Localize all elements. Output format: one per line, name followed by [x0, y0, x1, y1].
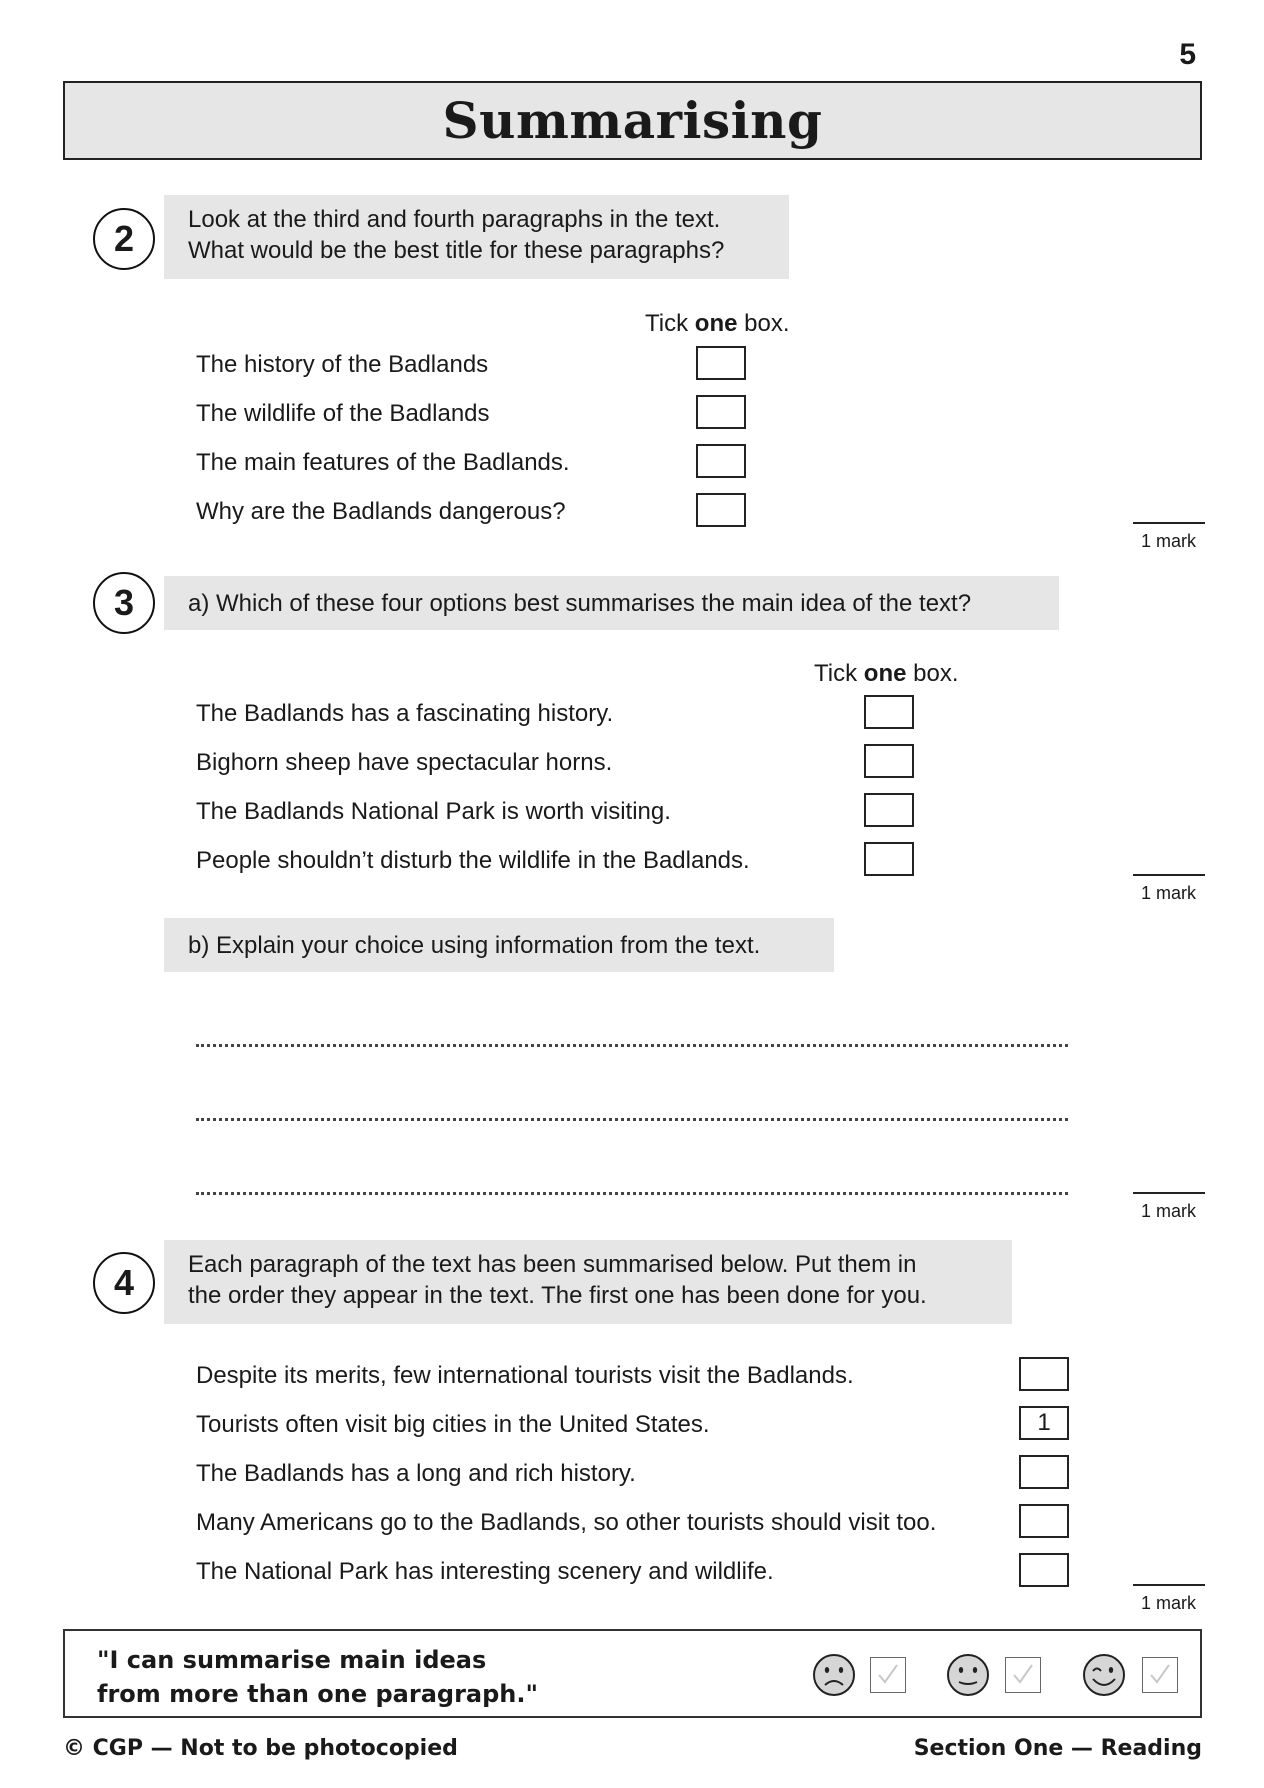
- q3b-mark: 1 mark: [1141, 1201, 1197, 1221]
- q4-item-2-order-box[interactable]: 1: [1019, 1406, 1069, 1440]
- q3a-option-3: The Badlands National Park is worth visiting.: [196, 798, 671, 825]
- question-4-prompt: Each paragraph of the text has been summarised below. Put them in the order they appear in the text. The first one has been done for you.: [164, 1240, 1012, 1324]
- q3a-option-1-checkbox[interactable]: [864, 695, 914, 729]
- q4-mark-line: [1133, 1584, 1205, 1586]
- q2-option-2-checkbox[interactable]: [696, 395, 746, 429]
- q4-item-1-order-box[interactable]: [1019, 1357, 1069, 1391]
- q3a-option-2-checkbox[interactable]: [864, 744, 914, 778]
- answer-line-2[interactable]: [196, 1114, 1068, 1121]
- q3a-option-4: People shouldn’t disturb the wildlife in the Badlands.: [196, 847, 750, 874]
- q2-tick-instruction: Tick one box.: [645, 310, 790, 337]
- faint-check-icon: [1006, 1658, 1039, 1691]
- q2-mark: 1 mark: [1141, 531, 1197, 551]
- q4-item-4-order-box[interactable]: [1019, 1504, 1069, 1538]
- sad-face-icon: [812, 1653, 856, 1697]
- self-assessment-statement: "I can summarise main ideas from more than one paragraph.": [97, 1646, 538, 1708]
- q3a-option-1: The Badlands has a fascinating history.: [196, 700, 614, 727]
- page-title-bar: [63, 81, 1202, 160]
- q2-option-4: Why are the Badlands dangerous?: [196, 498, 566, 525]
- neutral-face-icon: [946, 1653, 990, 1697]
- copyright-notice: © CGP — Not to be photocopied: [63, 1736, 458, 1761]
- sad-face-checkbox[interactable]: [870, 1657, 906, 1693]
- answer-line-1[interactable]: [196, 1040, 1068, 1047]
- q3a-option-3-checkbox[interactable]: [864, 793, 914, 827]
- q3a-mark-line: [1133, 874, 1205, 876]
- question-2-prompt: Look at the third and fourth paragraphs in the text. What would be the best title for these paragraphs?: [164, 195, 789, 279]
- q2-option-1: The history of the Badlands: [196, 351, 489, 378]
- q3b-mark-line: [1133, 1192, 1205, 1194]
- q2-option-1-checkbox[interactable]: [696, 346, 746, 380]
- happy-face-checkbox[interactable]: [1142, 1657, 1178, 1693]
- page-number: 5: [1179, 38, 1196, 71]
- q4-item-5-order-box[interactable]: [1019, 1553, 1069, 1587]
- q3a-mark: 1 mark: [1141, 883, 1197, 903]
- happy-face-icon: [1082, 1653, 1126, 1697]
- q3a-option-2: Bighorn sheep have spectacular horns.: [196, 749, 613, 776]
- q2-option-4-checkbox[interactable]: [696, 493, 746, 527]
- faint-check-icon: [871, 1658, 904, 1691]
- q2-option-3: The main features of the Badlands.: [196, 449, 570, 476]
- q4-item-5: The National Park has interesting scenery and wildlife.: [196, 1558, 774, 1585]
- faint-check-icon: [1143, 1658, 1176, 1691]
- question-number-3: 3: [93, 572, 155, 634]
- q2-mark-line: [1133, 522, 1205, 524]
- question-number-2: 2: [93, 208, 155, 270]
- q4-item-3-order-box[interactable]: [1019, 1455, 1069, 1489]
- answer-line-3[interactable]: [196, 1188, 1068, 1195]
- question-3a-prompt: a) Which of these four options best summarises the main idea of the text?: [164, 576, 1059, 630]
- q4-mark: 1 mark: [1141, 1593, 1197, 1613]
- q4-item-2: Tourists often visit big cities in the United States.: [196, 1411, 710, 1438]
- section-label: Section One — Reading: [913, 1736, 1202, 1761]
- q3a-option-4-checkbox[interactable]: [864, 842, 914, 876]
- question-number-4: 4: [93, 1252, 155, 1314]
- q2-option-3-checkbox[interactable]: [696, 444, 746, 478]
- q4-item-4: Many Americans go to the Badlands, so other tourists should visit too.: [196, 1509, 937, 1536]
- question-3b-prompt: b) Explain your choice using information from the text.: [164, 918, 834, 972]
- q4-item-3: The Badlands has a long and rich history.: [196, 1460, 636, 1487]
- neutral-face-checkbox[interactable]: [1005, 1657, 1041, 1693]
- q3a-tick-instruction: Tick one box.: [814, 660, 959, 687]
- page-title: Summarising: [442, 91, 823, 150]
- q4-item-1: Despite its merits, few international tourists visit the Badlands.: [196, 1362, 854, 1389]
- q2-option-2: The wildlife of the Badlands: [196, 400, 490, 427]
